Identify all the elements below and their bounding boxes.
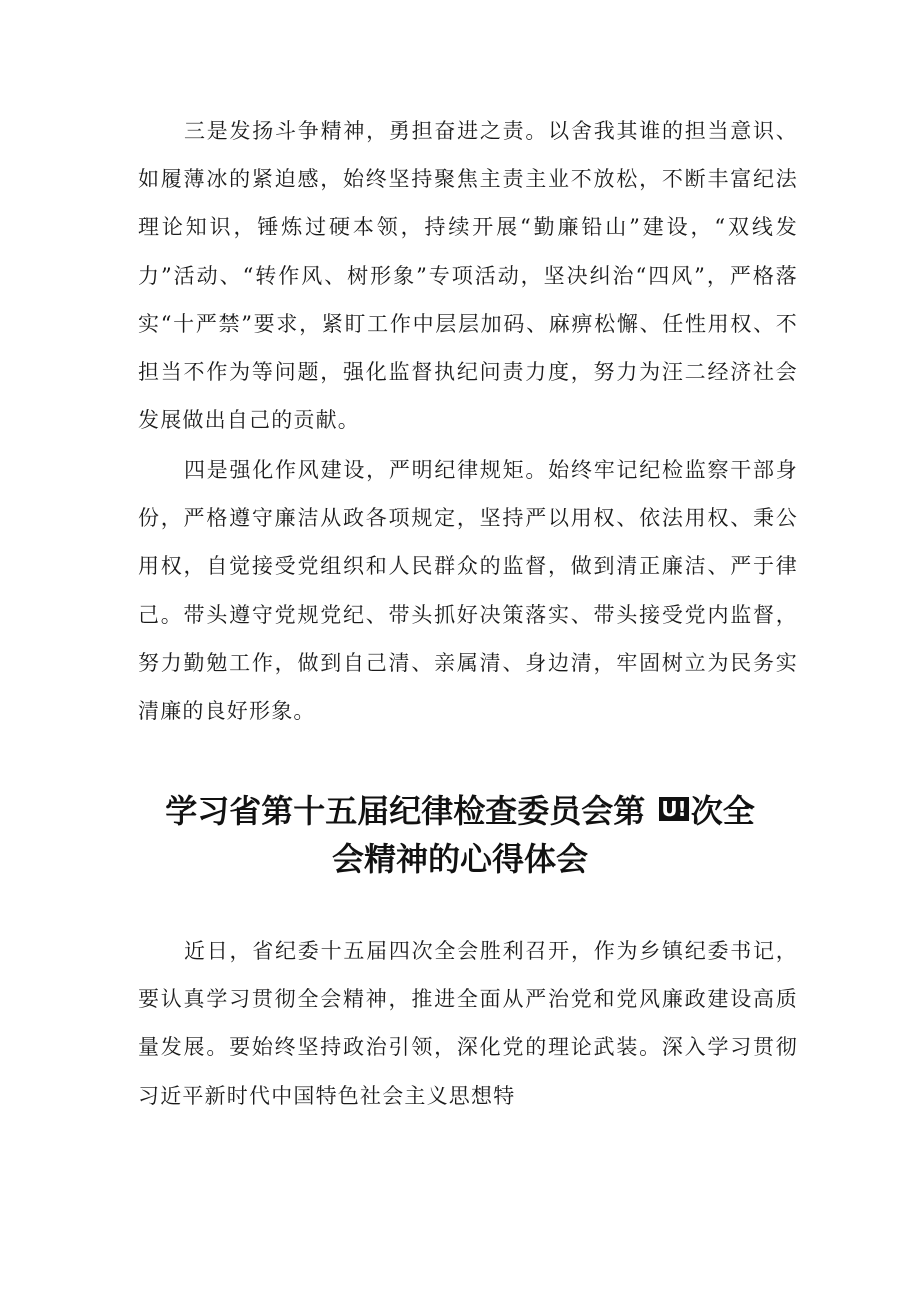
article-title-line2: 会精神的心得体会 [331, 840, 588, 878]
garbled-glyph-mark: U! [661, 797, 687, 821]
paragraph-intro: 近日，省纪委十五届四次全会胜利召开，作为乡镇纪委书记，要认真学习贯彻全会精神，推进全面从严治党和党风廉政建设高质量发展。要始终坚持政治引领，深化党的理论武装。深入学习贯彻习近平新时代中国特色社会主义思想特 [138, 939, 798, 1108]
paragraph-fight-spirit: 三是发扬斗争精神，勇担奋进之责。以舍我其谁的担当意识、如履薄冰的紧迫感，始终坚持聚焦主责主业不放松，不断丰富纪法理论知识，锤炼过硬本领，持续开展“勤廉铅山”建设，“双线发力”活动、“转作风、树形象”专项活动，坚决纠治“四风”，严格落实“十严禁”要求，紧盯工作中层层加码、麻痹松懈、任性用权、不担当不作为等问题，强化监督执纪问责力度，努力为汪二经济社会发展做出自己的贡献。 [138, 119, 798, 433]
title-text-after-mark: 次全 [690, 792, 755, 830]
title-text-before-mark: 学习省第十五届纪律检查委员会第 [165, 792, 646, 830]
article-title-line1 [130, 786, 790, 836]
paragraph-work-style: 四是强化作风建设，严明纪律规矩。始终牢记纪检监察干部身份，严格遵守廉洁从政各项规定，坚持严以用权、依法用权、秉公用权，自觉接受党组织和人民群众的监督，做到清正廉洁、严于律己。带头遵守党规党纪、带头抓好决策落实、带头接受党内监督，努力勤勉工作，做到自己清、亲属清、身边清，牢固树立为民务实清廉的良好形象。 [138, 458, 798, 724]
